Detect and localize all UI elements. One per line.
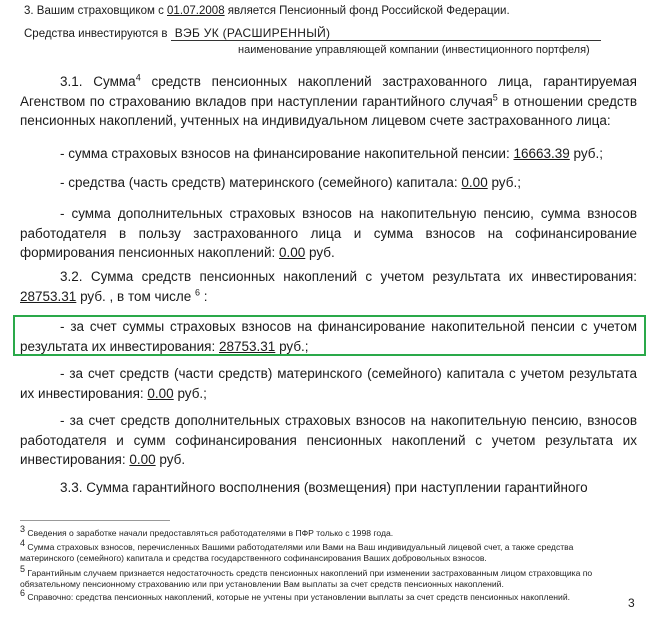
s32-item-1-text: - за счет суммы страховых взносов на финансирование накопительной пенсии с учетом результата их инвестирования: <box>20 319 637 354</box>
footnote-divider <box>20 520 170 521</box>
footnote-6 <box>20 588 620 603</box>
manager-value: ВЭБ УК (РАСШИРЕННЫЙ) <box>171 26 601 41</box>
manager-caption: наименование управляющей компании (инвестиционного портфеля) <box>238 44 590 56</box>
footnote-4 <box>20 538 620 564</box>
section-3-2-intro <box>20 267 637 306</box>
invested-label: Средства инвестируются в <box>24 28 168 40</box>
s31-item-1 <box>60 144 637 164</box>
footnote-4-num: 4 <box>20 538 26 549</box>
s32-item-2 <box>20 364 637 403</box>
s31-item-3-text: - сумма дополнительных страховых взносов на накопительную пенсию, сумма взносов работодателя в пользу застрахованного лица и сумма взносов на софинансирование формирования пенсионных накоплений: <box>20 206 637 260</box>
s31-item-3-unit: руб. <box>305 245 335 260</box>
s31-item-1-unit: руб.; <box>569 146 604 161</box>
footnote-5-text: Гарантийным случаем признается недостаточность средств пенсионных накоплений при изменении застрахованным лицом страховщика по обязательному пенсионному страхованию или при установлении Вам выплаты за счет средств пенсионных накоплений. <box>20 568 593 589</box>
footnote-5-num: 5 <box>20 564 26 575</box>
section-3-3: 3.3. Сумма гарантийного восполнения (возмещения) при наступлении гарантийного <box>60 480 588 495</box>
s31-text-b: средств пенсионных накоплений застрахованного лица, гарантируемая Агенством по страхованию вкладов при наступлении гарантийного случая <box>20 74 637 109</box>
s31-item-3-value: 0.00 <box>279 245 306 260</box>
section-3-1-intro <box>20 72 637 131</box>
s32-item-2-text: - за счет средств (части средств) материнского (семейного) капитала с учетом результата их инвестирования: <box>20 366 637 401</box>
invested-line <box>24 26 601 41</box>
s32-item-1-value: 28753.31 <box>219 338 276 354</box>
s32-item-2-unit: руб.; <box>173 385 207 401</box>
s32-item-1-unit: руб.; <box>275 338 309 354</box>
footnote-ref-4: 4 <box>135 72 141 83</box>
s32-text-a: 3.2. Сумма средств пенсионных накоплений с учетом результата их инвестирования: <box>60 269 637 284</box>
footnote-ref-6: 6 <box>195 287 201 297</box>
s32-item-2-value: 0.00 <box>147 385 174 401</box>
insurer-line-suffix: является Пенсионный фонд Российской Федерации. <box>224 5 510 17</box>
s32-item-3-value: 0.00 <box>129 452 156 467</box>
s32-text-c: : <box>200 288 208 304</box>
s32-item-3-unit: руб. <box>155 452 186 467</box>
footnote-6-text: Справочно: средства пенсионных накоплений, которые не учтены при установлении выплаты за счет средств пенсионных накоплений. <box>25 592 571 602</box>
footnote-3 <box>20 524 620 539</box>
footnote-3-text: Сведения о заработке начали предоставляться работодателями в ПФР только с 1998 года. <box>25 528 394 538</box>
insurer-line-prefix: 3. Вашим страховщиком с <box>24 5 168 17</box>
s31-item-2-value: 0.00 <box>461 175 488 190</box>
insurer-line <box>24 5 510 17</box>
insurer-date: 01.07.2008 <box>167 5 225 17</box>
footnote-3-num: 3 <box>20 524 26 535</box>
footnote-ref-5: 5 <box>492 92 498 102</box>
s31-item-2-text: - средства (часть средств) материнского (семейного) капитала: <box>60 175 462 190</box>
footnote-4-text: Сумма страховых взносов, перечисленных Вашими работодателями или Вами на Ваш индивидуальный лицевой счет, а также средства материнского (семейного) капитала и средства государственного софинансирования Ваших добровольных взносов. <box>20 542 574 563</box>
page-number: 3 <box>628 596 635 610</box>
s31-text-c: в отношении средств пенсионных накоплений, учтенных на индивидуальном лицевом счете застрахованного лица: <box>20 93 638 128</box>
footnote-5 <box>20 564 620 590</box>
s32-item-3-text: - за счет средств дополнительных страховых взносов на накопительную пенсию, взносов работодателя и сумм софинансирования пенсионных накоплений с учетом результата их инвестирования: <box>20 413 637 467</box>
s31-text-a: 3.1. Сумма <box>60 74 136 89</box>
s31-item-1-value: 16663.39 <box>513 146 570 161</box>
footnote-6-num: 6 <box>20 588 26 599</box>
s31-item-3 <box>20 204 637 263</box>
s32-value: 28753.31 <box>20 288 77 304</box>
s32-item-3 <box>20 411 637 470</box>
s32-text-b: руб. , в том числе <box>76 288 196 304</box>
s31-item-2 <box>60 173 637 193</box>
s31-item-1-text: - сумма страховых взносов на финансирование накопительной пенсии: <box>60 146 514 161</box>
s32-item-1 <box>20 317 637 356</box>
s31-item-2-unit: руб.; <box>487 175 521 190</box>
